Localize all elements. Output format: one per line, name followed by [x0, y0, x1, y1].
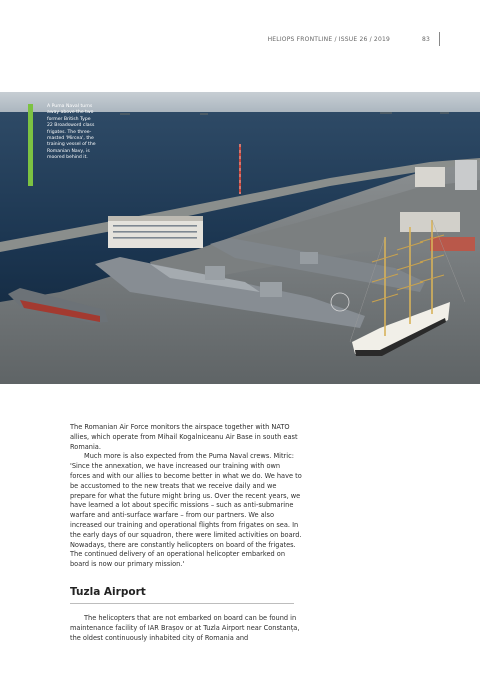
article-paragraph: Much more is also expected from the Puma Naval crews. Mitric: 'Since the annexation, we have increased our training with own forces and with our allies to become better in what we do. We have to be accustomed to the new treats that we receive daily and we prepare for what the future might bring us. Over the recent years, we have learned a lot about specific missions – such as anti-submarine warfare and anti-surface warfare – from our partners. We also increased our training and operational flights from frigates on sea. In the early days of our squadron, there were limited activities on board. Nowadays, there are constantly helicopters on board of the frigates. The continued delivery of an operational helicopter embarked on board is now our primary mission.' [70, 452, 302, 569]
page-number: 83 [421, 36, 430, 43]
article-paragraph: The Romanian Air Force monitors the airspace together with NATO allies, which operate from Mihail Kogalniceanu Air Base in south east Romania. [70, 423, 298, 451]
section-paragraph: The helicopters that are not embarked on board can be found in maintenance facility of IAR Brașov or at Tuzla Airport near Constanța, the oldest continuously inhabited city of Romania and [70, 614, 300, 642]
caption-accent-bar [28, 104, 33, 186]
header-divider [439, 32, 440, 46]
publication-title: HELIOPS FRONTLINE / ISSUE 26 / 2019 [267, 36, 390, 43]
section-heading: Tuzla Airport [70, 586, 146, 598]
section-divider [70, 603, 294, 604]
photo-caption: A Puma Naval turns away above the two former British Type 22 Broadsword class frigates. The three-masted 'Mircea', the training vessel of the Romanian Navy, is moored behind it. [47, 104, 96, 161]
article-body [70, 423, 302, 570]
